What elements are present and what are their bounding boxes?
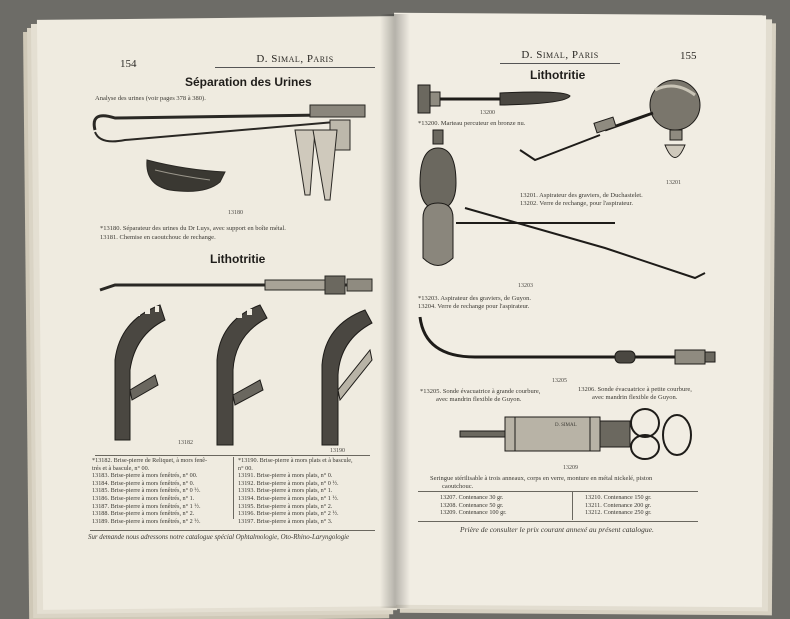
- section-subtitle: Analyse des urines (voir pages 378 à 380).: [95, 95, 206, 102]
- list-fenestrated-lithotrites: [92, 457, 207, 518]
- list-item: 13209. Contenance 100 gr.: [440, 509, 507, 517]
- caption-13202: 13202. Verre de rechange, pour l'aspirateur.: [520, 200, 633, 207]
- lithotrite-jaws-fenestrated-2: [205, 300, 275, 445]
- right-page-footer: Prière de consulter le prix courant annexé au présent catalogue.: [460, 525, 654, 534]
- footer-rule-right: [418, 521, 698, 522]
- urine-separator-illustration: [85, 100, 375, 215]
- list-flat-lithotrites: [238, 457, 353, 518]
- list-item: 13208. Contenance 50 gr.: [440, 501, 504, 509]
- section-title-lithotritie-right: Lithotritie: [530, 68, 586, 82]
- divider-vertical-left: [233, 457, 234, 519]
- right-page-number: 155: [680, 50, 697, 62]
- list-item: 13186. Brise-pierre à mors fenêtrés, n° 1.: [92, 494, 195, 502]
- caption-13205: *13205. Sonde évacuatrice à grande courbure,: [420, 388, 541, 395]
- list-flat-lithotrites-last: [238, 518, 332, 526]
- list-item: 13207. Contenance 30 gr.: [440, 494, 504, 501]
- list-fenestrated-lithotrites-last: [92, 518, 201, 526]
- caption-13201: 13201. Aspirateur des graviers, de Duchastelet.: [520, 192, 643, 199]
- caption-13205-b: avec mandrin flexible de Guyon.: [436, 396, 522, 403]
- list-item: 13183. Brise-pierre à mors fenêtrés, n° 00.: [92, 472, 198, 480]
- figure-label-13190: 13190: [330, 448, 345, 454]
- list-item: 13210. Contenance 150 gr.: [585, 494, 652, 501]
- figure-label-13205: 13205: [552, 378, 567, 384]
- left-page-number: 154: [120, 58, 137, 70]
- figure-label-13182: 13182: [178, 440, 193, 446]
- figure-label-13203: 13203: [518, 283, 533, 289]
- caption-syringe-b: caoutchouc.: [442, 483, 474, 490]
- list-item: 13212. Contenance 250 gr.: [585, 509, 652, 517]
- divider-right: [418, 491, 698, 492]
- footer-rule-left: [90, 530, 375, 531]
- section-title-lithotritie-left: Lithotritie: [210, 252, 266, 266]
- divider-vertical-right: [572, 492, 573, 520]
- evacuating-sonde-illustration: [415, 312, 720, 377]
- syringe-illustration: [455, 405, 695, 465]
- list-item: 13185. Brise-pierre à mors fenêtrés, n° 0 ½.: [92, 487, 201, 495]
- right-page-header: D. Simal, Paris: [500, 49, 620, 64]
- section-title-separation: Séparation des Urines: [185, 75, 312, 89]
- list-item: n° 00.: [238, 464, 253, 472]
- caption-13180: *13180. Séparateur des urines du Dr Luys, avec support en boîte métal.: [100, 225, 286, 232]
- list-item: 13184. Brise-pierre à mors fenêtrés, n° 0.: [92, 479, 195, 487]
- figure-label-13201: 13201: [666, 180, 681, 186]
- divider-left: [95, 455, 370, 456]
- lithotrite-long-illustration: [95, 270, 380, 300]
- caption-13204: 13204. Verre de rechange pour l'aspirateur.: [418, 303, 530, 310]
- caption-13200: *13200. Marteau percuteur en bronze nu.: [418, 120, 526, 127]
- list-syringe-large: [585, 494, 652, 517]
- list-item: 13211. Contenance 200 gr.: [585, 501, 652, 509]
- figure-label-13180: 13180: [228, 210, 243, 216]
- figure-label-13200: 13200: [480, 110, 495, 116]
- list-item: 13189. Brise-pierre à mors fenêtrés, n° 2 ½.: [92, 518, 201, 525]
- guyon-aspirator-illustration: [415, 128, 705, 278]
- list-item: trés et à bascule, n° 00.: [92, 464, 150, 472]
- syringe-brand-label: D. SIMAL: [555, 423, 577, 428]
- left-page-header: D. Simal, Paris: [215, 53, 375, 68]
- list-item: 13194. Brise-pierre à mors plats, n° 1 ½.: [238, 494, 339, 502]
- book-gutter: [380, 14, 410, 608]
- list-item: 13192. Brise-pierre à mors plats, n° 0 ½.: [238, 479, 339, 487]
- lithotrite-jaws-fenestrated-1: [100, 300, 170, 440]
- list-item: 13197. Brise-pierre à mors plats, n° 3.: [238, 518, 333, 525]
- figure-label-13209: 13209: [563, 465, 578, 471]
- caption-syringe: Seringue stérilisable à trois anneaux, corps en verre, monture en métal nickelé, piston: [430, 475, 653, 482]
- caption-13206: 13206. Sonde évacuatrice à petite courbure,: [578, 386, 692, 393]
- caption-13181: 13181. Chemise en caoutchouc de rechange.: [100, 234, 216, 241]
- list-item: 13196. Brise-pierre à mors plats, n° 2 ½.: [238, 510, 339, 518]
- caption-13203: *13203. Aspirateur des graviers, de Guyon.: [418, 295, 532, 302]
- list-item: *13182. Brise-pierre de Reliquet, à mors fenê-: [92, 457, 208, 464]
- list-syringe-small: [440, 494, 507, 517]
- list-item: *13190. Brise-pierre à mors plats et à bascule,: [238, 457, 353, 464]
- left-page-footer: Sur demande nous adressons notre catalogue spécial Ophtalmologie, Oto-Rhino-Laryngologie: [88, 534, 350, 541]
- list-item: 13193. Brise-pierre à mors plats, n° 1.: [238, 487, 333, 495]
- list-item: 13191. Brise-pierre à mors plats, n° 0.: [238, 472, 333, 480]
- lithotrite-jaws-flat: [310, 305, 380, 445]
- caption-13206-b: avec mandrin flexible de Guyon.: [592, 394, 678, 401]
- list-item: 13188. Brise-pierre à mors fenêtrés, n° 2.: [92, 510, 195, 518]
- list-item: 13187. Brise-pierre à mors fenêtrés, n° 1 ½.: [92, 502, 201, 510]
- list-item: 13195. Brise-pierre à mors plats, n° 2.: [238, 502, 333, 510]
